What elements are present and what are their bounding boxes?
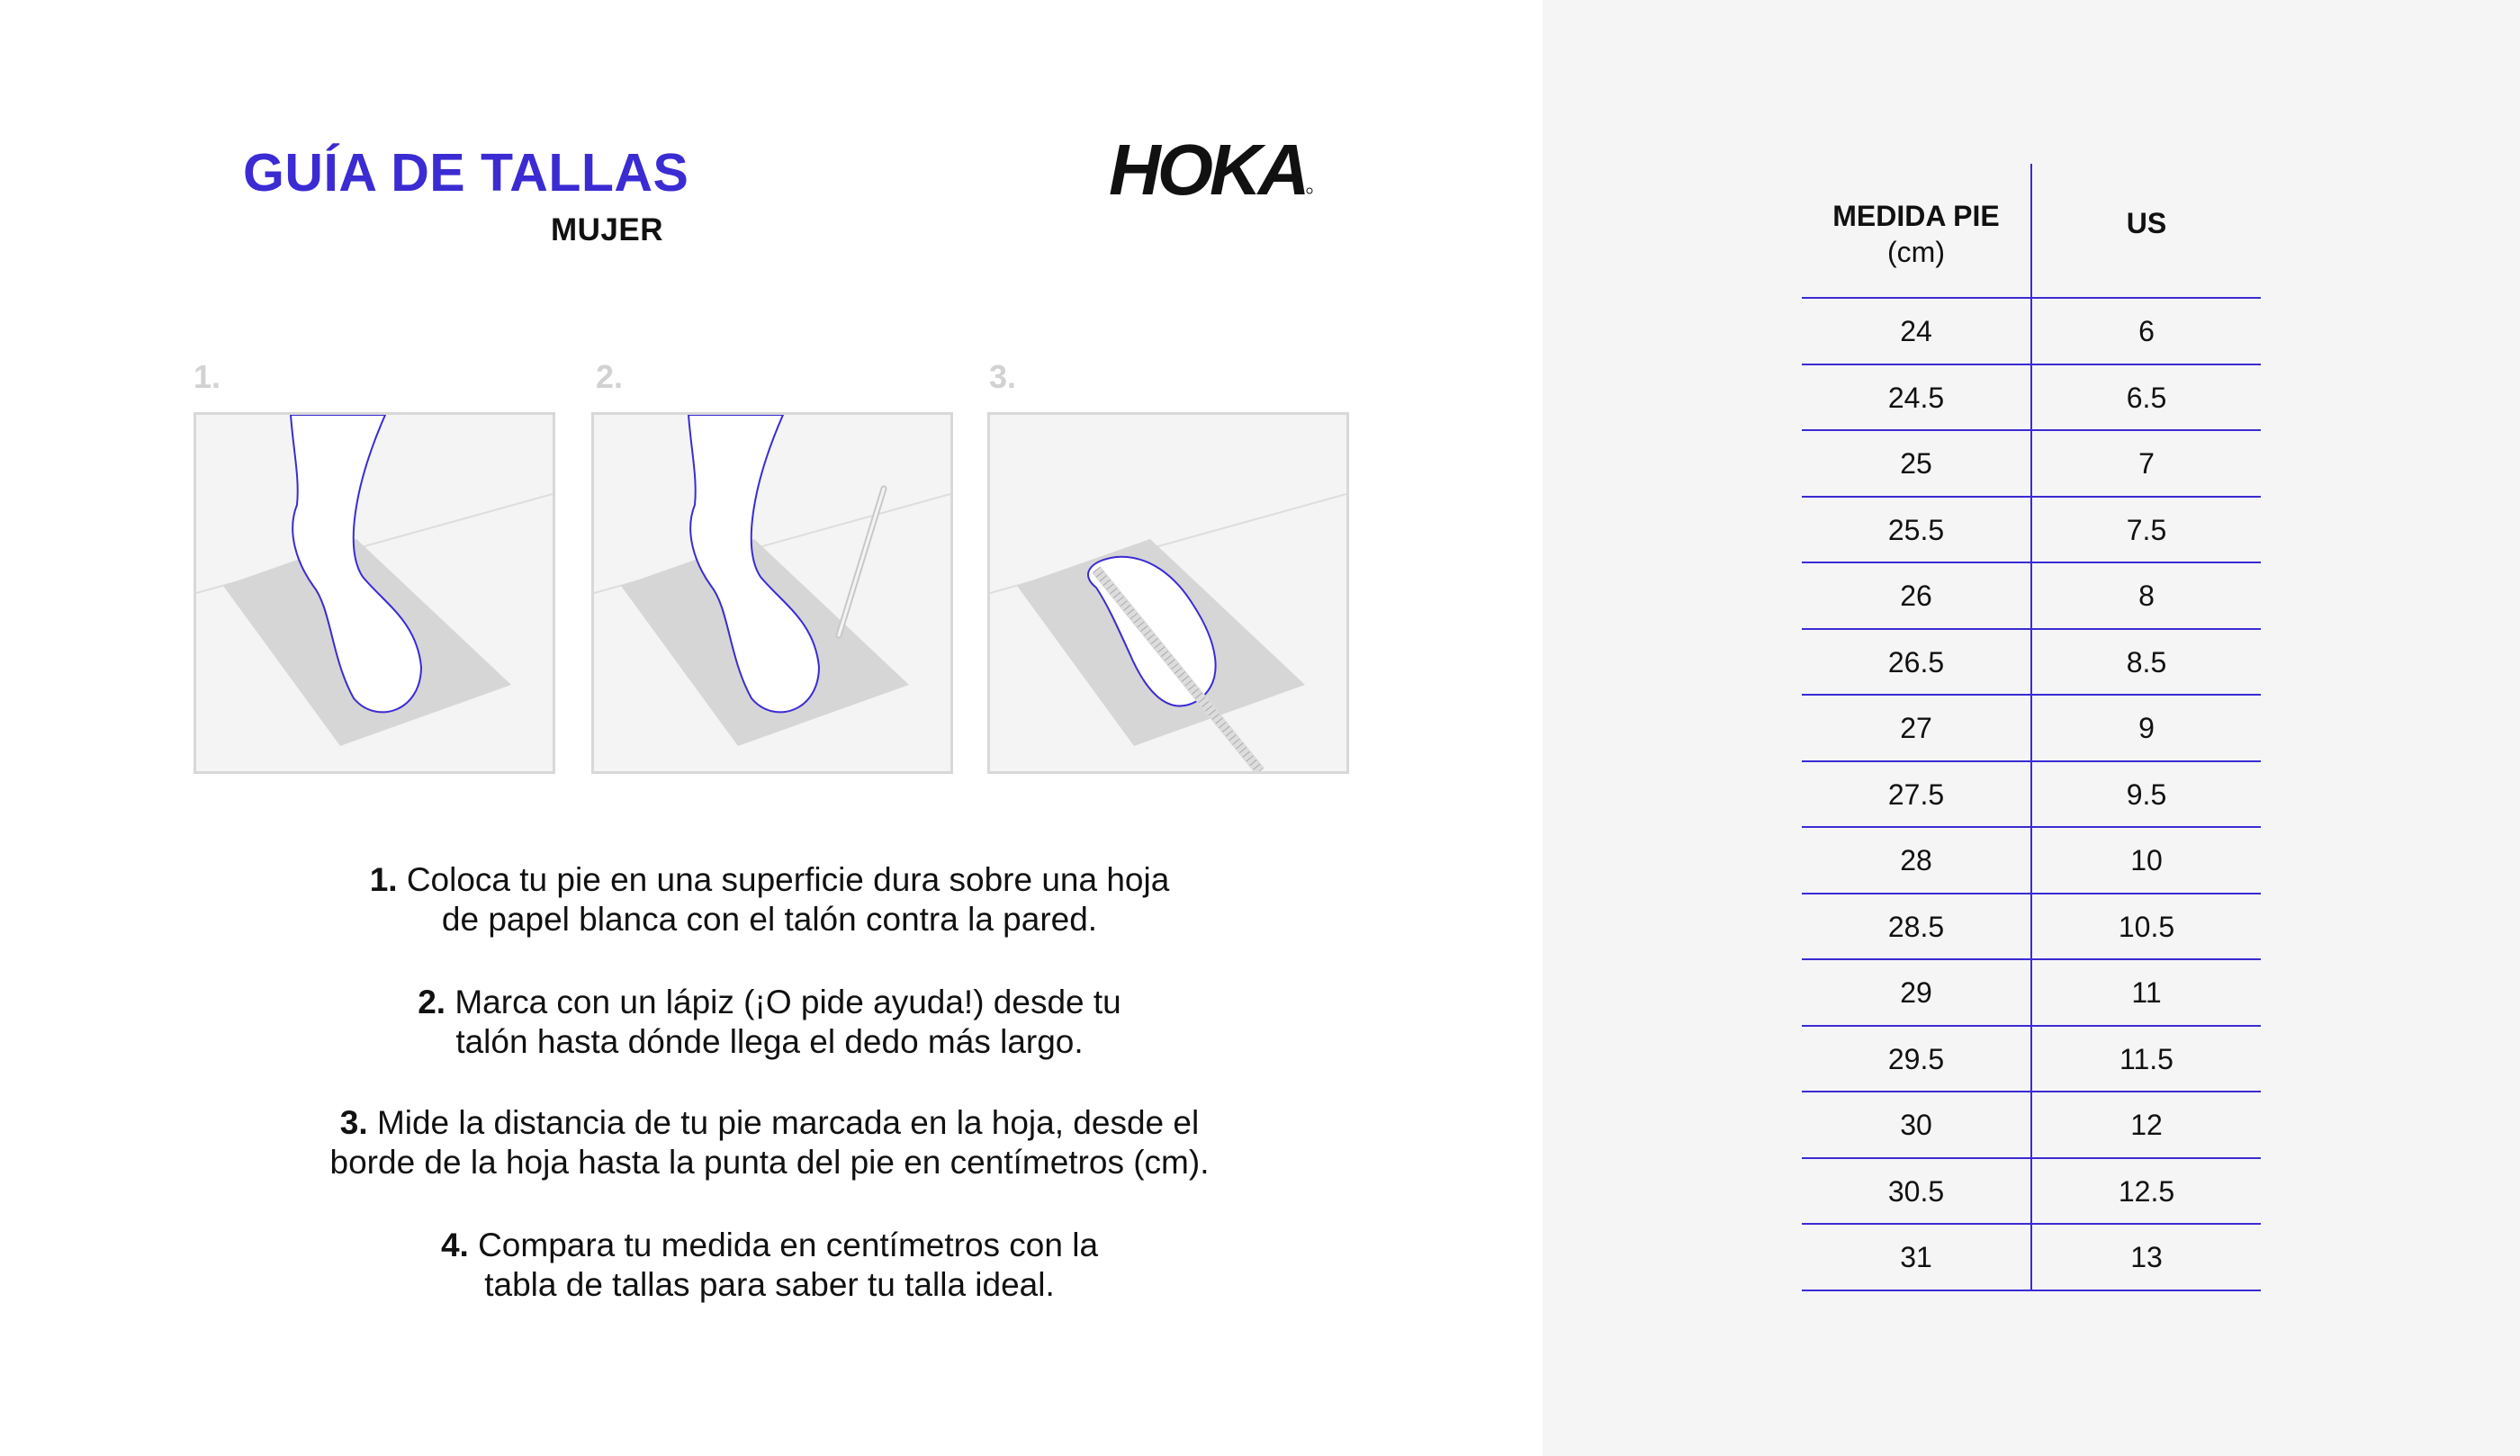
cell-foot-length-cm: 27.5 (1887, 777, 1945, 811)
cell-foot-length-cm: 31 (1900, 1241, 1932, 1273)
instruction-text: de papel blanca con el talón contra la pared. (441, 901, 1098, 938)
table-row (1802, 563, 2261, 630)
table-row (1802, 1225, 2261, 1291)
instruction-text: borde de la hoja hasta la punta del pie en centímetros (cm). (329, 1144, 1210, 1181)
instruction-text: Mide la distancia de tu pie marcada en la hoja, desde el (376, 1104, 1200, 1141)
header-label: MEDIDA PIE (1832, 200, 2000, 232)
cell-us-size: 6.5 (2126, 381, 2167, 414)
page-title: GUÍA DE TALLAS (243, 143, 689, 202)
table-row (1802, 894, 2261, 961)
table-row (1802, 1027, 2261, 1093)
header-unit: (cm) (1887, 236, 1945, 268)
cell-foot-length-cm: 29.5 (1887, 1042, 1945, 1075)
table-row (1802, 365, 2261, 432)
table-row (1802, 960, 2261, 1027)
table-row (1802, 431, 2261, 498)
step-number-3: 3. (989, 358, 1017, 395)
hoka-logo-icon (1107, 135, 1314, 207)
cell-foot-length-cm: 26.5 (1887, 645, 1945, 679)
instruction-text: Coloca tu pie en una superficie dura sobre una hoja (406, 861, 1170, 898)
cell-us-size: 8 (2138, 580, 2155, 612)
step-number-2: 2. (596, 358, 624, 395)
cell-foot-length-cm: 25 (1900, 447, 1932, 480)
instruction-text: Marca con un lápiz (¡O pide ayuda!) desde tu (454, 984, 1121, 1020)
table-row (1802, 1092, 2261, 1159)
table-row (1802, 696, 2261, 762)
cell-foot-length-cm: 25.5 (1887, 513, 1945, 546)
instruction-2 (207, 983, 1332, 1062)
cell-us-size: 9 (2138, 712, 2155, 744)
instruction-number: 3. (339, 1104, 368, 1141)
table-row (1802, 828, 2261, 894)
logo-text: HOKA (1109, 135, 1307, 207)
cell-us-size: 6 (2138, 315, 2155, 347)
table-row (1802, 498, 2261, 564)
instruction-text: Compara tu medida en centímetros con la (478, 1227, 1099, 1263)
cell-us-size: 13 (2130, 1241, 2163, 1273)
cell-us-size: 10 (2130, 844, 2163, 876)
table-row (1802, 630, 2261, 697)
instruction-3 (207, 1103, 1332, 1182)
cell-us-size: 12 (2130, 1109, 2163, 1141)
table-header-us: US (2126, 207, 2167, 239)
cell-foot-length-cm: 28 (1900, 844, 1932, 876)
cell-foot-length-cm: 26 (1900, 580, 1932, 612)
cell-us-size: 9.5 (2126, 777, 2167, 811)
cell-foot-length-cm: 28.5 (1887, 910, 1945, 943)
hoka-logo (1107, 135, 1314, 207)
cell-foot-length-cm: 30.5 (1887, 1174, 1945, 1208)
instruction-number: 2. (418, 984, 446, 1020)
step-illustration-1 (194, 412, 555, 774)
instruction-1 (207, 860, 1332, 939)
instruction-text: tabla de tallas para saber tu talla ideal. (484, 1266, 1055, 1303)
page-subtitle: MUJER (551, 212, 664, 247)
cell-us-size: 10.5 (2118, 910, 2175, 943)
cell-foot-length-cm: 29 (1900, 976, 1932, 1009)
cell-us-size: 7.5 (2126, 513, 2167, 546)
cell-foot-length-cm: 27 (1900, 712, 1932, 744)
instruction-4 (207, 1226, 1332, 1305)
cell-us-size: 11.5 (2120, 1042, 2174, 1075)
instruction-number: 4. (440, 1227, 469, 1263)
cell-foot-length-cm: 30 (1900, 1109, 1932, 1141)
instruction-number: 1. (369, 861, 398, 898)
cell-us-size: 11 (2131, 976, 2162, 1009)
table-header-divider (1802, 234, 2261, 299)
table-row (1802, 762, 2261, 829)
cell-foot-length-cm: 24.5 (1887, 381, 1945, 414)
instruction-text: talón hasta dónde llega el dedo más largo. (455, 1023, 1084, 1060)
step-number-1: 1. (194, 358, 221, 395)
cell-us-size: 8.5 (2126, 645, 2167, 679)
step-illustration-3 (987, 412, 1349, 774)
cell-foot-length-cm: 24 (1900, 315, 1932, 347)
step-illustration-2 (591, 412, 953, 774)
table-row (1802, 1159, 2261, 1226)
cell-us-size: 7 (2138, 447, 2155, 480)
cell-us-size: 12.5 (2118, 1174, 2175, 1208)
table-row (1802, 299, 2261, 365)
